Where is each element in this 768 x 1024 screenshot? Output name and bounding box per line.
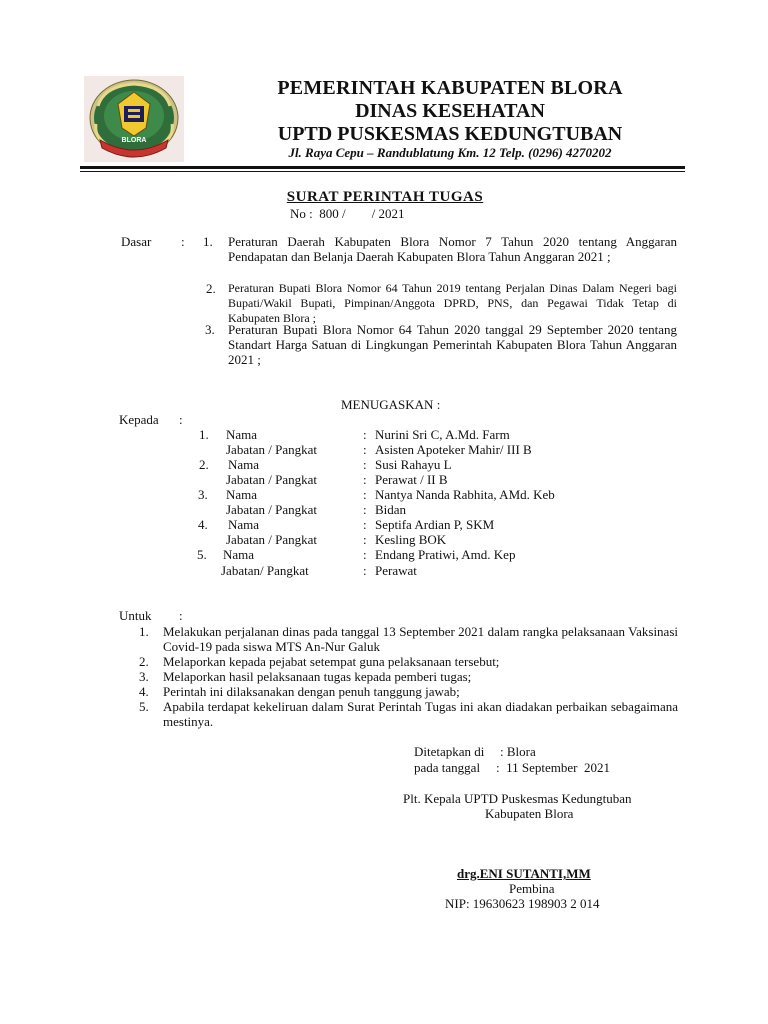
blora-regency-logo xyxy=(84,76,184,162)
colon: : xyxy=(363,517,367,532)
person-number: 3. xyxy=(198,487,208,502)
letterhead-agency: DINAS KESEHATAN xyxy=(355,100,545,122)
document-number: No : 800 / / 2021 xyxy=(290,206,405,221)
issued-place: : Blora xyxy=(500,744,536,759)
dasar-item-text: Peraturan Daerah Kabupaten Blora Nomor 7 Tahun 2020 tentang Anggaran Pendapatan dan Belanja Daerah Kabupaten Blora Tahun Anggaran 2021 ; xyxy=(228,234,677,264)
colon: : xyxy=(363,502,367,517)
untuk-item-number: 3. xyxy=(139,669,149,684)
person-position: Perawat xyxy=(375,563,417,578)
untuk-colon: : xyxy=(179,608,183,623)
letterhead-address: Jl. Raya Cepu – Randublatung Km. 12 Telp. (0296) 4270202 xyxy=(288,145,612,160)
dasar-item-number: 3. xyxy=(205,322,215,337)
dasar-item-text: Peraturan Bupati Blora Nomor 64 Tahun 2019 tentang Perjalan Dinas Dalam Negeri bagi Bupati/Wakil Bupati, Pimpinan/Anggota DPRD, PNS, dan Pegawai Tidak Tetap di Kabupaten Blora ; xyxy=(228,281,677,325)
letterhead-unit: UPTD PUSKESMAS KEDUNGTUBAN xyxy=(277,123,623,145)
colon: : xyxy=(363,427,367,442)
issued-place-label: Ditetapkan di xyxy=(414,744,485,759)
person-name-label: Nama xyxy=(226,427,258,442)
person-position: Asisten Apoteker Mahir/ III B xyxy=(375,442,532,457)
person-position-label: Jabatan/ Pangkat xyxy=(221,563,309,578)
signatory-region: Kabupaten Blora xyxy=(485,806,574,821)
untuk-item-text: Melakukan perjalanan dinas pada tanggal 13 September 2021 dalam rangka pelaksanaan Vaksinasi Covid-19 pada siswa MTS An-Nur Galuk xyxy=(163,624,678,654)
person-name: Endang Pratiwi, Amd. Kep xyxy=(375,547,516,562)
colon: : xyxy=(363,457,367,472)
person-position-label: Jabatan / Pangkat xyxy=(226,472,317,487)
colon: : xyxy=(363,532,367,547)
svg-text:BLORA: BLORA xyxy=(121,137,147,144)
person-number: 4. xyxy=(198,517,208,532)
colon: : xyxy=(363,547,367,562)
person-name-label: Nama xyxy=(226,487,258,502)
kepada-label: Kepada xyxy=(119,412,159,427)
dasar-colon: : xyxy=(181,234,185,249)
dasar-item-number: 1. xyxy=(203,234,213,249)
colon: : xyxy=(363,472,367,487)
person-number: 5. xyxy=(197,547,207,562)
untuk-item-number: 4. xyxy=(139,684,149,699)
header-rule-thick xyxy=(80,166,685,169)
document-title: SURAT PERINTAH TUGAS xyxy=(286,189,484,205)
person-position: Bidan xyxy=(375,502,407,517)
person-position-label: Jabatan / Pangkat xyxy=(226,532,317,547)
person-name-label: Nama xyxy=(228,517,260,532)
person-position-label: Jabatan / Pangkat xyxy=(226,442,317,457)
untuk-item-text: Apabila terdapat kekeliruan dalam Surat Perintah Tugas ini akan diadakan perbaikan sebagaimana mestinya. xyxy=(163,699,678,729)
person-name: Susi Rahayu L xyxy=(375,457,452,472)
untuk-item-number: 2. xyxy=(139,654,149,669)
untuk-item-text: Perintah ini dilaksanakan dengan penuh tanggung jawab; xyxy=(163,684,460,699)
person-name-label: Nama xyxy=(223,547,255,562)
colon: : xyxy=(363,487,367,502)
menugaskan-heading: MENUGASKAN : xyxy=(341,397,441,412)
person-position: Kesling BOK xyxy=(375,532,447,547)
header-rule-thin xyxy=(80,171,685,172)
issued-date: : 11 September 2021 xyxy=(496,760,610,775)
person-name: Nurini Sri C, A.Md. Farm xyxy=(375,427,510,442)
colon: : xyxy=(363,442,367,457)
untuk-item-text: Melaporkan kepada pejabat setempat guna pelaksanaan tersebut; xyxy=(163,654,500,669)
person-position: Perawat / II B xyxy=(375,472,448,487)
person-name: Nantya Nanda Rabhita, AMd. Keb xyxy=(375,487,555,502)
untuk-item-text: Melaporkan hasil pelaksanaan tugas kepada pemberi tugas; xyxy=(163,669,472,684)
untuk-label: Untuk xyxy=(119,608,152,623)
person-number: 1. xyxy=(199,427,209,442)
kepada-colon: : xyxy=(179,412,183,427)
person-name: Septifa Ardian P, SKM xyxy=(375,517,495,532)
dasar-item-number: 2. xyxy=(206,281,216,296)
dasar-item-text: Peraturan Bupati Blora Nomor 64 Tahun 2020 tanggal 29 September 2020 tentang Standart Harga Satuan di Lingkungan Pemerintah Kabupaten Blora Tahun Anggaran 2021 ; xyxy=(228,322,677,367)
issued-date-label: pada tanggal xyxy=(414,760,481,775)
colon: : xyxy=(363,563,367,578)
untuk-item-number: 5. xyxy=(139,699,149,714)
signatory-rank: Pembina xyxy=(509,881,555,896)
signatory-name: drg.ENI SUTANTI,MM xyxy=(457,866,591,881)
letterhead-government: PEMERINTAH KABUPATEN BLORA xyxy=(277,77,623,99)
untuk-item-number: 1. xyxy=(139,624,149,639)
signatory-nip: NIP: 19630623 198903 2 014 xyxy=(445,896,600,911)
dasar-label: Dasar xyxy=(121,234,152,249)
person-number: 2. xyxy=(199,457,209,472)
person-name-label: Nama xyxy=(228,457,260,472)
person-position-label: Jabatan / Pangkat xyxy=(226,502,317,517)
signatory-position: Plt. Kepala UPTD Puskesmas Kedungtuban xyxy=(403,791,632,806)
